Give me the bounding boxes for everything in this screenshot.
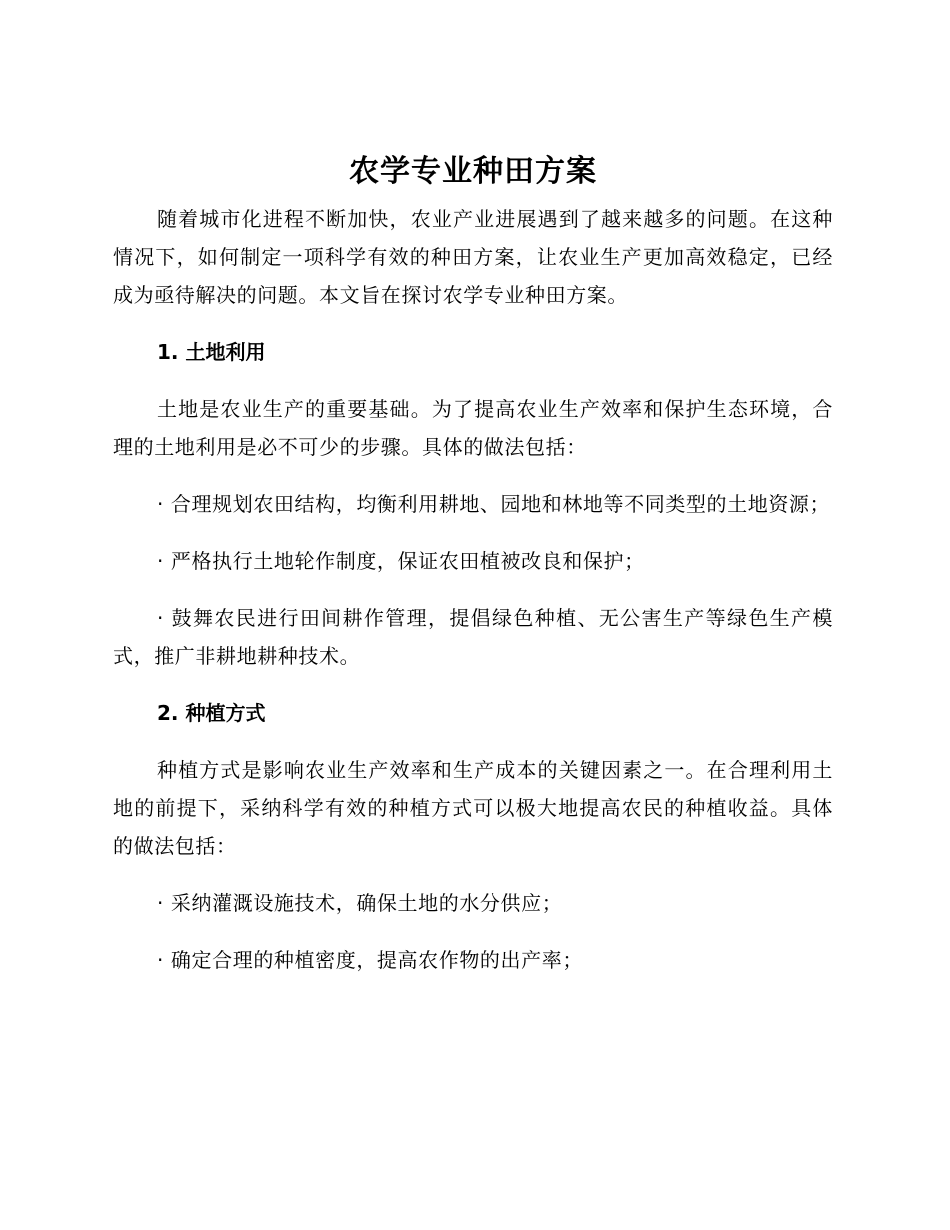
list-item: · 确定合理的种植密度，提高农作物的出产率；: [157, 948, 583, 972]
list-item: · 合理规划农田结构，均衡利用耕地、园地和林地等不同类型的土地资源；: [157, 492, 831, 516]
intro-paragraph: 随着城市化进程不断加快，农业产业进展遇到了越来越多的问题。在这种情况下，如何制定一项科学有效的种田方案，让农业生产更加高效稳定，已经成为亟待解决的问题。本文旨在探讨农学专业种田方案。: [113, 207, 833, 307]
list-item: · 鼓舞农民进行田间耕作管理，提倡绿色种植、无公害生产等绿色生产模式，推广非耕地耕种技术。: [113, 606, 833, 668]
list-item: · 严格执行土地轮作制度，保证农田植被改良和保护；: [157, 549, 645, 573]
section-intro-planting-method: 种植方式是影响农业生产效率和生产成本的关键因素之一。在合理利用土地的前提下，采纳科学有效的种植方式可以极大地提高农民的种植收益。具体的做法包括：: [113, 758, 833, 858]
list-item: · 采纳灌溉设施技术，确保土地的水分供应；: [157, 891, 563, 915]
section-intro-land-use: 土地是农业生产的重要基础。为了提高农业生产效率和保护生态环境，合理的土地利用是必不可少的步骤。具体的做法包括：: [113, 397, 833, 459]
document-page: [113, 150, 833, 979]
section-heading-land-use: 1. 土地利用: [157, 340, 266, 364]
section-heading-planting-method: 2. 种植方式: [157, 701, 266, 725]
document-title: 农学专业种田方案: [349, 154, 597, 189]
